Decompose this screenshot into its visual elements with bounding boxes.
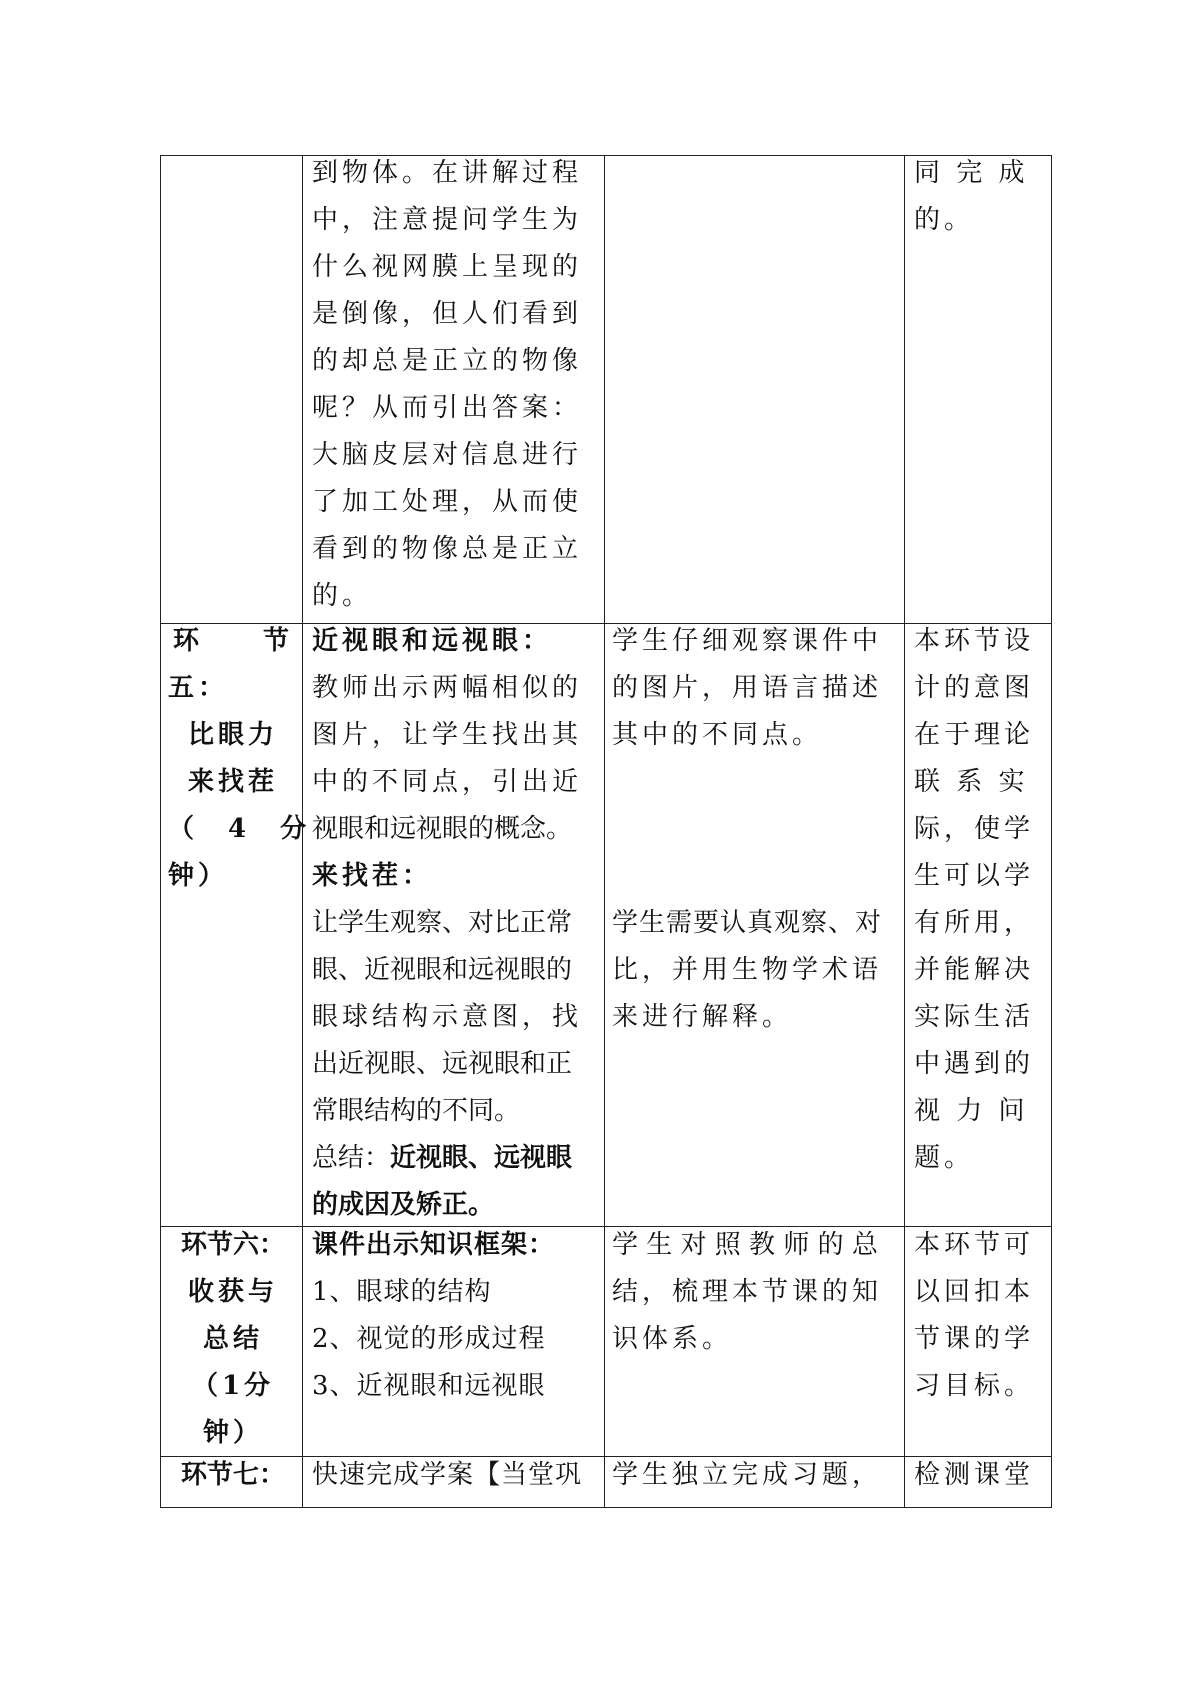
row5-teacher-cell	[312, 618, 602, 1229]
text-line: 的。	[312, 581, 373, 611]
text-line: 视眼和远视眼的概念。	[312, 814, 573, 844]
text-line: 环节六：	[180, 1230, 285, 1260]
text-line: 比，并用生物学术语	[612, 955, 883, 985]
row7-teacher-cell	[312, 1452, 602, 1499]
row5-student-cell	[612, 618, 902, 759]
text-line: 快速完成学案【当堂巩	[312, 1460, 583, 1490]
text-line: 联 系 实	[914, 767, 1029, 797]
text-line: 实际生活	[914, 1002, 1035, 1032]
text-line: 环节七：	[180, 1460, 285, 1490]
text-line: 本环节设	[914, 626, 1035, 656]
column-divider	[904, 155, 905, 1508]
text-line: 结，梳理本节课的知	[612, 1277, 883, 1307]
text-line: 习目标。	[914, 1371, 1035, 1401]
text-line: 五：	[168, 673, 229, 703]
row6-stage-cell	[168, 1222, 298, 1457]
text-line: 际，使学	[914, 814, 1035, 844]
text-line: 视 力 问	[914, 1096, 1029, 1126]
text-line: 的却总是正立的物像	[312, 346, 583, 376]
text-line: 大脑皮层对信息进行	[312, 440, 583, 470]
row0-content-cell	[312, 150, 602, 620]
text-line: 其中的不同点。	[612, 720, 823, 750]
text-line: 来找茬	[187, 767, 278, 797]
list-item: 3、近视眼和远视眼	[312, 1371, 546, 1401]
text-line: 眼球结构示意图，找	[312, 1002, 583, 1032]
section-heading: 课件出示知识框架：	[312, 1230, 556, 1260]
text-line: 什么视网膜上呈现的	[312, 252, 583, 282]
text-line: 让学生观察、对比正常	[312, 908, 573, 938]
text-line: 中遇到的	[914, 1049, 1035, 1079]
text-line: 常眼结构的不同。	[312, 1096, 521, 1126]
text-line: 节课的学	[914, 1324, 1035, 1354]
text-line: 是倒像，但人们看到	[312, 299, 583, 329]
text-line: 学生仔细观察课件中	[612, 626, 883, 656]
text-line: 的。	[914, 205, 975, 235]
text-line: 看到的物像总是正立	[312, 534, 583, 564]
text-line: 出近视眼、远视眼和正	[312, 1049, 573, 1079]
text-line: 学 生 对 照 教 师 的 总	[612, 1230, 878, 1260]
text-line: 钟）	[168, 861, 229, 891]
text-line: 同 完 成	[914, 158, 1029, 188]
text-line: 有所用，	[914, 908, 1035, 938]
list-item: 1、眼球的结构	[312, 1277, 492, 1307]
row5-student-cell-2	[612, 900, 902, 1041]
summary-line	[312, 1135, 602, 1182]
text-line: 中，注意提问学生为	[312, 205, 583, 235]
summary-text: 的成因及矫正。	[312, 1190, 495, 1220]
summary-label: 总结：	[312, 1143, 391, 1173]
summary-text: 近视眼、远视眼	[390, 1143, 573, 1173]
row7-intent-cell	[914, 1452, 1048, 1499]
text-line: 环 节	[172, 626, 293, 656]
text-line: 以回扣本	[914, 1277, 1035, 1307]
text-line: 题。	[914, 1143, 975, 1173]
text-line: 钟）	[202, 1418, 263, 1448]
text-line: 生可以学	[914, 861, 1035, 891]
section-heading: 来找茬：	[312, 861, 433, 891]
row5-intent-cell	[914, 618, 1048, 1182]
text-line: 中的不同点，引出近	[312, 767, 583, 797]
text-line: 比眼力	[187, 720, 278, 750]
text-line: 到物体。在讲解过程	[312, 158, 583, 188]
text-line: 来进行解释。	[612, 1002, 793, 1032]
text-line: 识体系。	[612, 1324, 733, 1354]
section-heading: 近视眼和远视眼：	[312, 626, 553, 656]
text-line: （ 4 分	[168, 814, 311, 844]
text-line: 本环节可	[914, 1230, 1035, 1260]
text-line: 计的意图	[914, 673, 1035, 703]
text-line: 呢？从而引出答案：	[312, 393, 583, 423]
text-line: 眼、近视眼和远视眼的	[312, 955, 573, 985]
row6-intent-cell	[914, 1222, 1048, 1410]
text-line: 图片，让学生找出其	[312, 720, 583, 750]
text-line: 学生需要认真观察、对	[612, 908, 883, 938]
text-line: 在于理论	[914, 720, 1035, 750]
text-line: 了加工处理，从而使	[312, 487, 583, 517]
row6-student-cell	[612, 1222, 902, 1363]
row5-stage-cell	[168, 618, 311, 900]
row6-teacher-cell	[312, 1222, 602, 1410]
column-divider	[604, 155, 605, 1508]
list-item: 2、视觉的形成过程	[312, 1324, 546, 1354]
text-line: 学生独立完成习题，	[612, 1460, 883, 1490]
text-line: 检测课堂	[914, 1460, 1035, 1490]
text-line: 收获与	[187, 1277, 278, 1307]
row7-student-cell	[612, 1452, 902, 1499]
text-line: （1分	[191, 1371, 275, 1401]
row7-stage-cell	[168, 1452, 298, 1499]
text-line: 的图片，用语言描述	[612, 673, 883, 703]
text-line: 总结	[202, 1324, 263, 1354]
text-line: 教师出示两幅相似的	[312, 673, 583, 703]
row0-intent-cell	[914, 150, 1048, 244]
text-line: 并能解决	[914, 955, 1035, 985]
